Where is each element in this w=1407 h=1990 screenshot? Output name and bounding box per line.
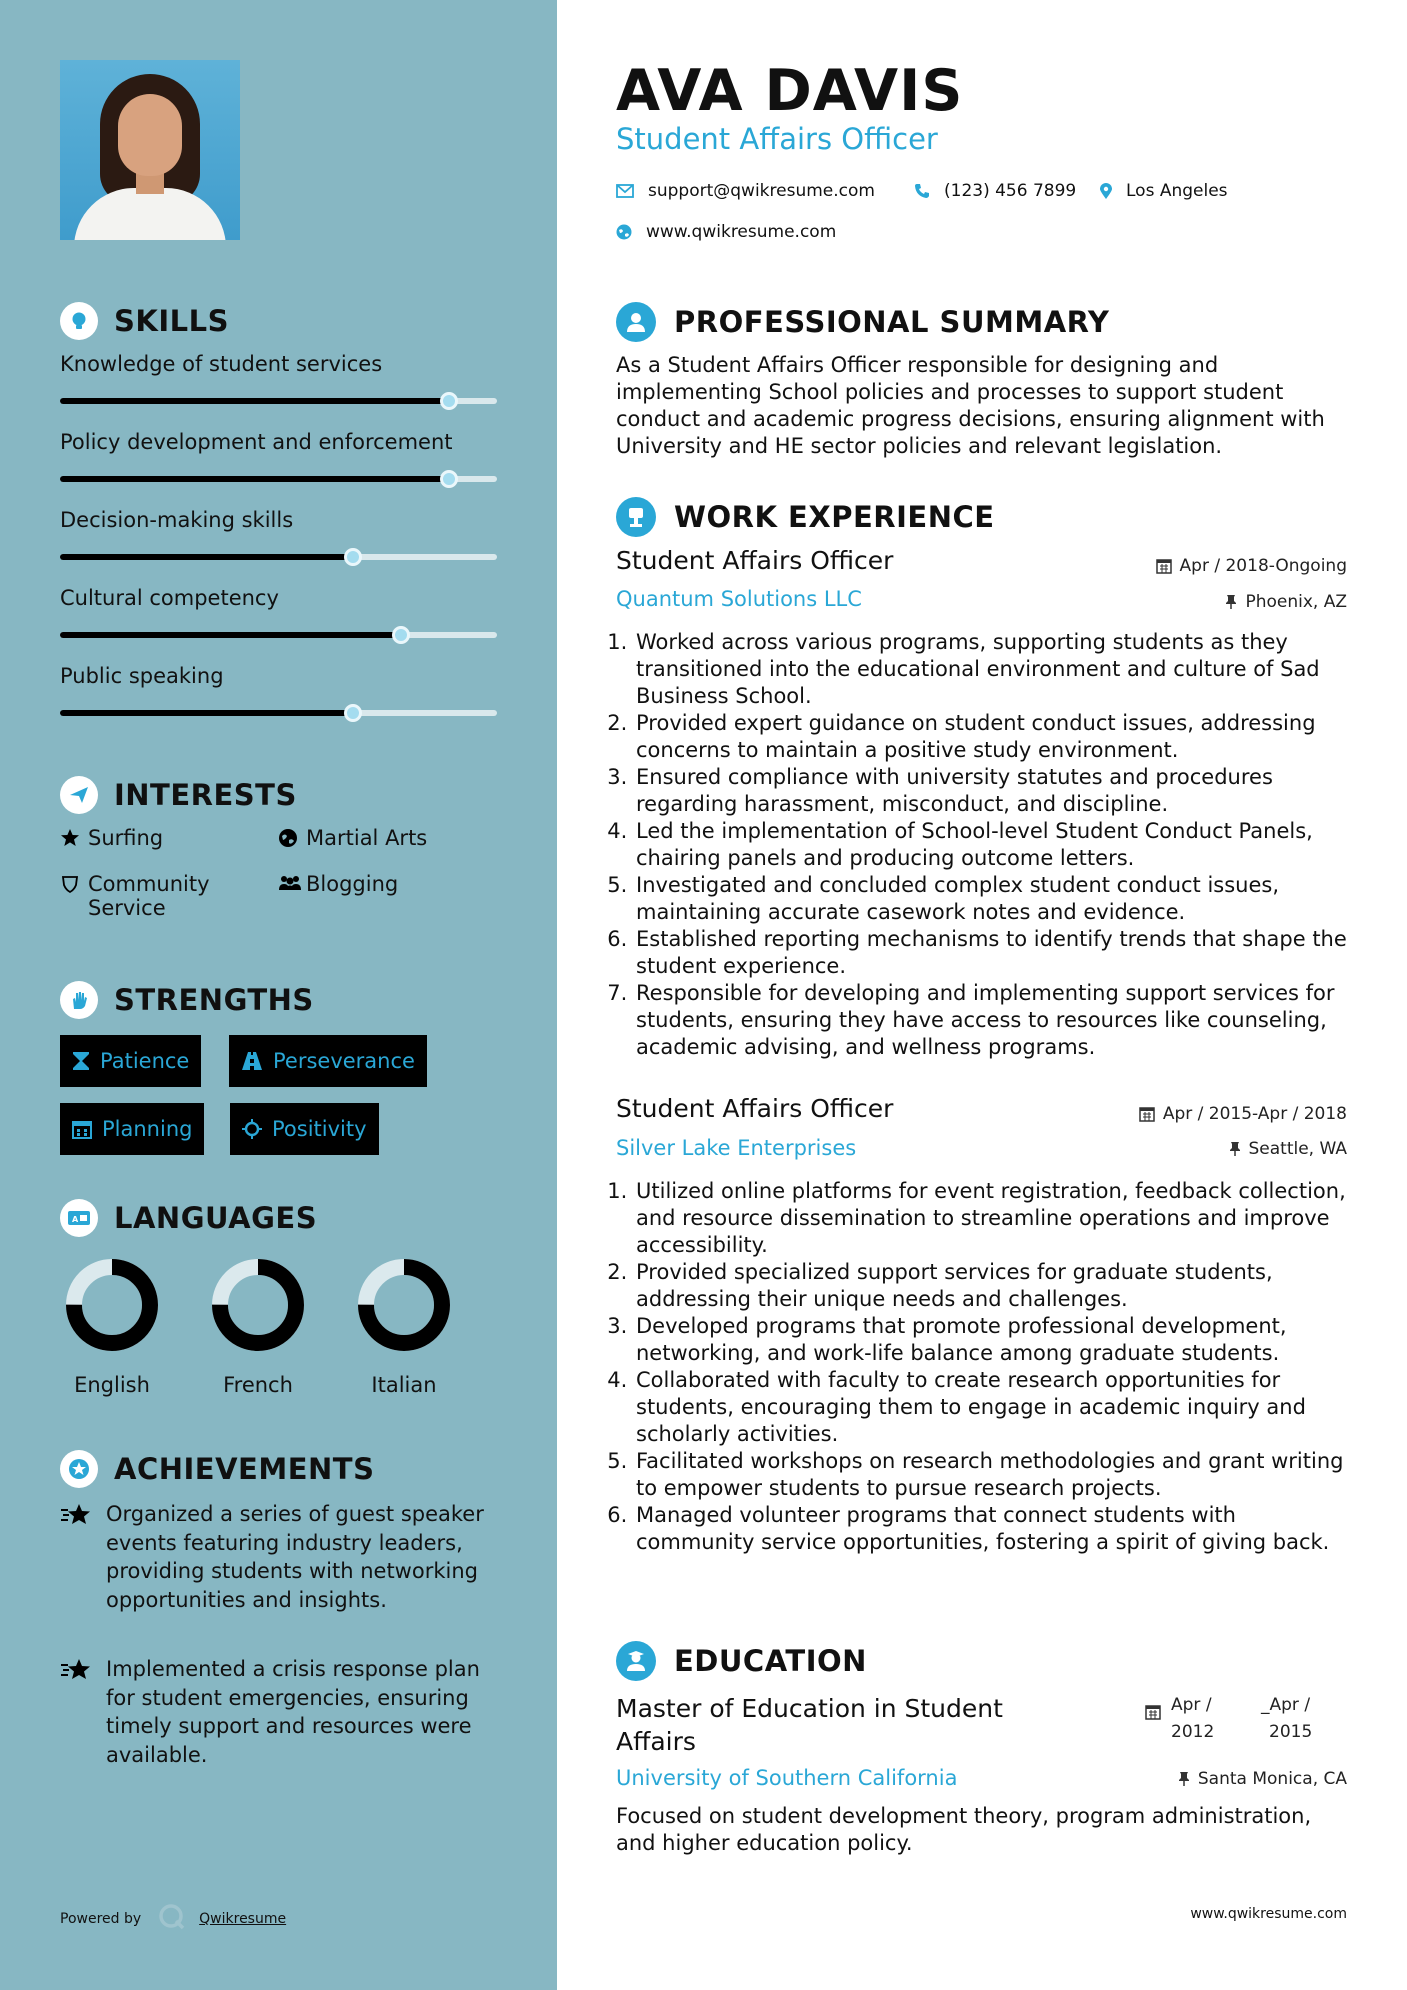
skills-heading: SKILLS <box>60 302 229 340</box>
skill-name: Cultural competency <box>60 586 279 610</box>
skill-knob <box>392 626 410 644</box>
skill-name: Public speaking <box>60 664 224 688</box>
language-item <box>344 1255 464 1397</box>
strength-chip: Patience <box>60 1035 201 1087</box>
skill-item <box>60 508 497 532</box>
summary-text: As a Student Affairs Officer responsible for designing and implementing School policies and processes to support student conduct and academic progress decisions, ensuring alignment with University and HE sector policies and relevant legislation. <box>616 353 1325 458</box>
school-name: University of Southern California <box>616 1766 958 1790</box>
job-location: Phoenix, AZ <box>1225 592 1347 612</box>
sun-icon <box>242 1119 262 1139</box>
interests-heading: INTERESTS <box>60 776 297 814</box>
paper-plane-icon <box>60 776 98 814</box>
education-dates <box>1145 1692 1351 1746</box>
language-item <box>198 1255 318 1397</box>
graduate-icon <box>616 1641 656 1681</box>
interest-item: Martial Arts <box>278 826 427 853</box>
achievement-item: Implemented a crisis response plan for student emergencies, ensuring timely support and resources were available. <box>60 1655 500 1769</box>
globe-icon <box>616 224 632 240</box>
lightbulb-icon <box>60 302 98 340</box>
language-ring <box>62 1255 162 1355</box>
qwikresume-link[interactable]: Qwikresume <box>199 1911 287 1927</box>
pushpin-icon <box>1178 1771 1190 1787</box>
list-item: 3. Developed programs that promote professional development, networking, and work-life balance among graduate students. <box>634 1313 1356 1367</box>
achievement-item: Organized a series of guest speaker events featuring industry leaders, providing students with networking opportunities and insights. <box>60 1500 500 1614</box>
list-item: 6. Established reporting mechanisms to identify trends that shape the student experience. <box>634 926 1356 980</box>
company-name: Quantum Solutions LLC <box>616 587 862 611</box>
map-pin-icon <box>1100 183 1112 200</box>
skill-name: Knowledge of student services <box>60 352 383 376</box>
list-item: 7. Responsible for developing and implementing support services for students, ensuring they have access to resources like counseling, academic advising, and wellness programs. <box>634 980 1356 1061</box>
svg-text:A: A <box>72 1215 79 1224</box>
profile-photo <box>60 60 240 240</box>
skill-item <box>60 664 497 688</box>
strengths-heading: STRENGTHS <box>60 981 314 1019</box>
qwikresume-logo-icon <box>157 1902 187 1936</box>
strength-chip: Perseverance <box>229 1035 427 1087</box>
contact-phone <box>914 181 1076 201</box>
skill-knob <box>440 392 458 410</box>
language-ring <box>208 1255 308 1355</box>
achievements-heading: ACHIEVEMENTS <box>60 1450 374 1488</box>
list-item: 4. Led the implementation of School-level Student Conduct Panels, chairing panels and producing outcome letters. <box>634 818 1356 872</box>
user-icon <box>616 302 656 342</box>
company-name: Silver Lake Enterprises <box>616 1136 857 1160</box>
skill-name: Policy development and enforcement <box>60 430 453 454</box>
award-star-icon <box>60 1500 106 1614</box>
job-bullets <box>616 629 1356 1061</box>
skill-knob <box>344 548 362 566</box>
skill-fill <box>60 632 401 638</box>
skill-bar <box>60 398 497 404</box>
hand-icon <box>60 981 98 1019</box>
skill-bar <box>60 554 497 560</box>
language-name: English <box>74 1373 150 1397</box>
skill-fill <box>60 398 449 404</box>
users-icon <box>278 874 306 899</box>
language-card-icon <box>60 1199 98 1237</box>
degree-title: Master of Education in Student Affairs <box>616 1694 1003 1756</box>
candidate-title: Student Affairs Officer <box>616 122 938 156</box>
skill-fill <box>60 554 353 560</box>
interest-item: Community Service <box>60 872 240 920</box>
job-location: Seattle, WA <box>1229 1139 1348 1159</box>
strength-chip: Planning <box>60 1103 204 1155</box>
calendar-icon <box>1156 558 1172 574</box>
email-link[interactable]: support@qwikresume.com <box>648 181 875 201</box>
website-link[interactable]: www.qwikresume.com <box>646 222 837 242</box>
list-item: 2. Provided expert guidance on student conduct issues, addressing concerns to maintain a positive study environment. <box>634 710 1356 764</box>
calendar-icon <box>1145 1704 1161 1746</box>
job-bullets <box>616 1178 1356 1556</box>
skill-knob <box>344 704 362 722</box>
contact-location <box>1100 181 1228 201</box>
skill-knob <box>440 470 458 488</box>
skill-fill <box>60 476 449 482</box>
location-text: Los Angeles <box>1126 181 1228 201</box>
list-item: 1. Worked across various programs, supporting students as they transitioned into the educational environment and culture of Sad Business School. <box>634 629 1356 710</box>
interest-item: Surfing <box>60 826 163 853</box>
star-icon <box>60 828 88 853</box>
podium-icon <box>616 497 656 537</box>
education-start: Apr / 2012 <box>1171 1695 1215 1742</box>
skill-item <box>60 586 497 610</box>
education-heading: EDUCATION <box>616 1641 867 1681</box>
contact-email <box>616 181 875 201</box>
hourglass-icon <box>72 1051 90 1071</box>
list-item: 5. Facilitated workshops on research methodologies and grant writing to empower students to pursue research projects. <box>634 1448 1356 1502</box>
skill-bar <box>60 710 497 716</box>
list-item: 6. Managed volunteer programs that connect students with community service opportunities, fostering a spirit of giving back. <box>634 1502 1356 1556</box>
job-dates: Apr / 2015-Apr / 2018 <box>1139 1104 1347 1124</box>
contact-website <box>616 222 836 242</box>
list-item: 2. Provided specialized support services for graduate students, addressing their unique needs and challenges. <box>634 1259 1356 1313</box>
language-name: French <box>223 1373 293 1397</box>
phone-icon <box>914 183 930 199</box>
skill-name: Decision-making skills <box>60 508 294 532</box>
skill-fill <box>60 710 353 716</box>
list-item: 4. Collaborated with faculty to create research opportunities for students, encouraging them to engage in academic inquiry and scholarly activities. <box>634 1367 1356 1448</box>
job-title: Student Affairs Officer <box>616 1094 894 1123</box>
skill-bar <box>60 476 497 482</box>
skill-item <box>60 430 497 454</box>
education-end: _Apr / 2015 <box>1261 1695 1313 1742</box>
list-item: 1. Utilized online platforms for event registration, feedback collection, and resource dissemination to streamline operations and improve accessibility. <box>634 1178 1356 1259</box>
calendar-icon <box>72 1119 92 1139</box>
summary-heading: PROFESSIONAL SUMMARY <box>616 302 1109 342</box>
pushpin-icon <box>1225 594 1237 610</box>
road-icon <box>241 1051 263 1071</box>
experience-heading: WORK EXPERIENCE <box>616 497 995 537</box>
powered-by: Powered by Qwikresume <box>60 1902 286 1936</box>
education-description: Focused on student development theory, program administration, and higher education policy. <box>616 1804 1312 1855</box>
envelope-icon <box>616 184 634 198</box>
badge-star-icon <box>60 1450 98 1488</box>
globe-icon <box>278 828 306 853</box>
sidebar <box>0 0 557 1990</box>
job-dates: Apr / 2018-Ongoing <box>1156 556 1347 576</box>
job-title: Student Affairs Officer <box>616 546 894 575</box>
footer-website-link[interactable]: www.qwikresume.com <box>1190 1906 1347 1922</box>
pushpin-icon <box>1229 1141 1241 1157</box>
languages-heading: A LANGUAGES <box>60 1199 317 1237</box>
calendar-icon <box>1139 1106 1155 1122</box>
candidate-name: AVA DAVIS <box>616 58 964 124</box>
education-location: Santa Monica, CA <box>1178 1769 1347 1789</box>
shield-icon <box>60 874 88 899</box>
list-item: 3. Ensured compliance with university statutes and procedures regarding harassment, misconduct, and discipline. <box>634 764 1356 818</box>
list-item: 5. Investigated and concluded complex student conduct issues, maintaining accurate casework notes and evidence. <box>634 872 1356 926</box>
strength-chip: Positivity <box>230 1103 379 1155</box>
award-star-icon <box>60 1655 106 1769</box>
phone-number: (123) 456 7899 <box>944 181 1077 201</box>
skill-item <box>60 352 497 376</box>
interest-item: Blogging <box>278 872 398 899</box>
language-item <box>52 1255 172 1397</box>
language-ring <box>354 1255 454 1355</box>
skill-bar <box>60 632 497 638</box>
language-name: Italian <box>371 1373 437 1397</box>
